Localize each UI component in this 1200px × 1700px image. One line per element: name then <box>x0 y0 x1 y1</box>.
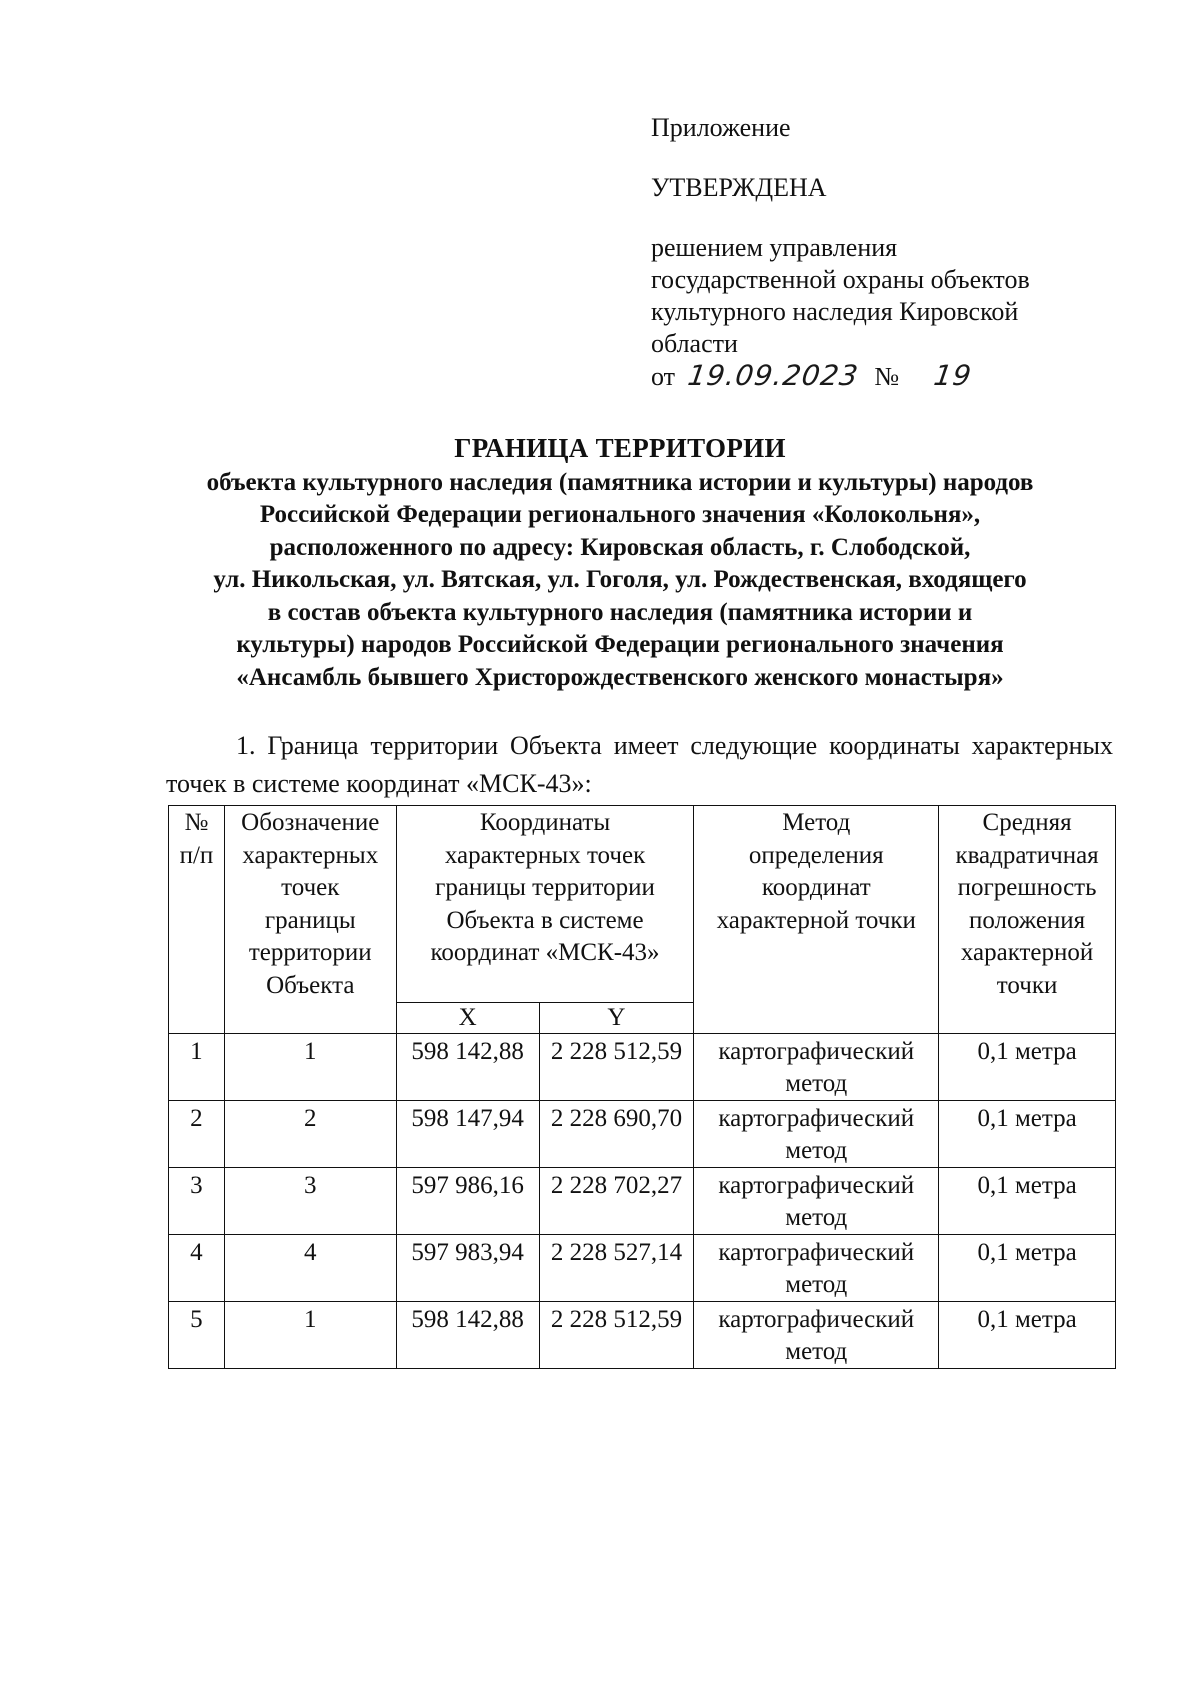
header-line: Средняя <box>982 809 1072 836</box>
cell-num: 4 <box>169 1234 225 1301</box>
table-row <box>169 1167 1116 1234</box>
cell-error: 0,1 метра <box>939 1234 1116 1301</box>
header-num <box>169 806 225 1034</box>
header-error <box>939 806 1116 1034</box>
header-x: X <box>396 1002 539 1033</box>
handwritten-date: 19.09.2023 <box>685 359 861 392</box>
cell-num: 3 <box>169 1167 225 1234</box>
header-line: определения <box>748 841 884 869</box>
decision-text <box>651 232 1111 360</box>
header-y: Y <box>539 1002 694 1033</box>
decision-line: области <box>651 329 738 358</box>
header-line: точки <box>996 971 1058 999</box>
cell-designation: 4 <box>224 1234 396 1301</box>
paragraph-coordinates-intro <box>166 727 1113 803</box>
document-subtitle <box>150 467 1090 695</box>
cell-x: 598 142,88 <box>396 1301 539 1368</box>
header-line: п/п <box>179 841 214 869</box>
header-line: положения <box>968 906 1086 934</box>
decision-line: решением управления <box>651 233 898 262</box>
cell-error: 0,1 метра <box>939 1033 1116 1100</box>
cell-error: 0,1 метра <box>939 1167 1116 1234</box>
header-line: границы территории <box>435 874 655 901</box>
header-line: квадратичная <box>955 841 1099 869</box>
subtitle-line: культуры) народов Российской Федерации регионального значения <box>236 631 1004 658</box>
header-line: характерных точек <box>444 841 646 869</box>
paragraph-text: 1. Граница территории Объекта имеет следующие координаты характерных точек в системе координат «МСК-43»: <box>166 731 1113 798</box>
table-row <box>169 1100 1116 1167</box>
cell-method <box>694 1301 939 1368</box>
subtitle-line: ул. Никольская, ул. Вятская, ул. Гоголя, ул. Рождественская, входящего <box>213 566 1027 593</box>
document-title-block <box>150 432 1090 694</box>
table-row <box>169 1301 1116 1368</box>
number-label: № <box>874 362 900 391</box>
cell-designation: 1 <box>224 1301 396 1368</box>
cell-num: 1 <box>169 1033 225 1100</box>
subtitle-line: расположенного по адресу: Кировская область, г. Слободской, <box>269 533 971 561</box>
header-line: Объекта <box>266 971 355 999</box>
method-line: метод <box>785 1203 848 1231</box>
table-row <box>169 1234 1116 1301</box>
method-line: метод <box>785 1136 848 1164</box>
cell-y: 2 228 690,70 <box>539 1100 694 1167</box>
header-line: характерной <box>960 939 1094 966</box>
approval-block <box>651 112 1111 393</box>
header-line: Объекта в системе <box>446 906 644 934</box>
cell-method <box>694 1100 939 1167</box>
method-line: метод <box>785 1270 848 1298</box>
cell-x: 597 983,94 <box>396 1234 539 1301</box>
header-line: территории <box>248 939 372 966</box>
cell-error: 0,1 метра <box>939 1301 1116 1368</box>
subtitle-line: «Ансамбль бывшего Христорождественского женского монастыря» <box>236 663 1004 691</box>
method-line: картографический <box>718 1171 915 1199</box>
header-line: Метод <box>782 809 851 836</box>
cell-x: 597 986,16 <box>396 1167 539 1234</box>
cell-x: 598 142,88 <box>396 1033 539 1100</box>
method-line: метод <box>785 1337 848 1365</box>
header-line: № <box>184 809 209 836</box>
header-line: Координаты <box>479 809 611 836</box>
header-line: погрешность <box>957 874 1097 901</box>
method-line: картографический <box>718 1305 915 1333</box>
cell-error: 0,1 метра <box>939 1100 1116 1167</box>
header-line: характерных <box>242 841 379 869</box>
cell-num: 5 <box>169 1301 225 1368</box>
cell-y: 2 228 512,59 <box>539 1033 694 1100</box>
cell-method <box>694 1033 939 1100</box>
cell-designation: 3 <box>224 1167 396 1234</box>
date-prefix: от <box>651 362 676 391</box>
coordinates-table <box>168 805 1116 1369</box>
approved-label: УТВЕРЖДЕНА <box>651 173 827 202</box>
header-line: границы <box>264 906 356 934</box>
decision-line: культурного наследия Кировской <box>651 297 1019 326</box>
subtitle-line: объекта культурного наследия (памятника истории и культуры) народов <box>206 468 1034 496</box>
cell-x: 598 147,94 <box>396 1100 539 1167</box>
decision-line: государственной охраны объектов <box>651 265 1030 294</box>
cell-y: 2 228 527,14 <box>539 1234 694 1301</box>
table-header-row <box>169 806 1116 1003</box>
header-coordinates <box>396 806 694 1003</box>
header-method <box>694 806 939 1034</box>
date-line <box>651 360 1111 393</box>
method-line: картографический <box>718 1238 915 1266</box>
cell-y: 2 228 512,59 <box>539 1301 694 1368</box>
header-line: характерной точки <box>716 906 916 934</box>
cell-y: 2 228 702,27 <box>539 1167 694 1234</box>
cell-method <box>694 1234 939 1301</box>
method-line: картографический <box>718 1104 915 1132</box>
method-line: метод <box>785 1069 848 1097</box>
method-line: картографический <box>718 1037 915 1065</box>
header-line: Обозначение <box>241 809 380 836</box>
subtitle-line: Российской Федерации регионального значения «Колокольня», <box>259 501 981 528</box>
header-line: координат <box>761 874 871 901</box>
handwritten-number: 19 <box>931 359 974 392</box>
header-line: координат «МСК-43» <box>430 939 660 966</box>
subtitle-line: в состав объекта культурного наследия (памятника истории и <box>267 598 973 626</box>
document-title: ГРАНИЦА ТЕРРИТОРИИ <box>454 433 786 463</box>
header-designation <box>224 806 396 1034</box>
cell-num: 2 <box>169 1100 225 1167</box>
table-row <box>169 1033 1116 1100</box>
appendix-label: Приложение <box>651 113 791 142</box>
header-line: точек <box>281 874 340 901</box>
cell-designation: 1 <box>224 1033 396 1100</box>
cell-designation: 2 <box>224 1100 396 1167</box>
cell-method <box>694 1167 939 1234</box>
